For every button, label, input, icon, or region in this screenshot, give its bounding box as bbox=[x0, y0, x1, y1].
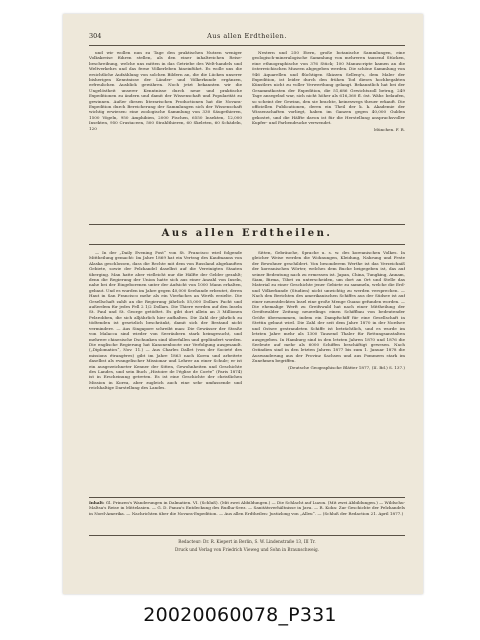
lower-right-column bbox=[252, 250, 405, 494]
citation: (Deutsche Geographische Blätter 1877, (II. Bd.) S. 137.) bbox=[288, 364, 405, 370]
upper-left-column bbox=[89, 50, 242, 222]
contents-listing bbox=[89, 500, 405, 516]
section-rule-top bbox=[89, 224, 405, 225]
lower-right-paragraph: Sitten, Gebräuche, Sprache u. s. w. des koreanischen Volkes. In gleicher Weise werden die Wohnungen, Kleidung, Nahrung und Feste der Bewohner geschildert. Von besonderem Werthe ist das Verzeichniß der koreanischen Wörter, welches dem Buche beigegeben ist, das auf seiner Bedeutung nach zu ermessen ist. Japan, China, Tungking, Annam, Siam, Birma, Tibet zu unterscheiden, um dort an Ort und Stelle das Material zu einer Geschichte jener Gebiete zu sammeln, welche die Erd- und Völkerkunde (Studien) nicht unwichtig zu werden versprechen. — Nach den Berichten des amerikanischen Schiffes aus der Südsee ist auf einer neuentdeckten Insel eine große Menge Guano gefunden worden. — Die ehemalige Werft zu Greifswald hat nach einer Mittheilung der Greifswalder Zeitung neuerdings einen Schiffbau von bedeutender Größe übernommen, indem ein Dampfschiff für eine Gesellschaft in Stettin gebaut wird. Die Zahl der seit dem Jahre 1870 in der Nordsee und Ostsee gestrandeten Schiffe ist beträchtlich, und es wurde im letzten Jahre mehr als 1300 Tausend Thaler für Rettungsanstalten ausgegeben. In Hamburg sind in den letzten Jahren 1870 und 1876 die Seeleute auf mehr als 6000 Schiffen beschäftigt gewesen. Nach Ostindien sind in den letzten Jahren 1877 bis zum 1. Januar 1878 die Auswanderung aus der Provinz Sachsen und aus Pommern stark im Zunehmen begriffen. bbox=[252, 250, 405, 364]
signoff: München. F. R. bbox=[373, 126, 405, 132]
page-header bbox=[89, 32, 405, 44]
contents-label: Inhalt: bbox=[89, 500, 105, 505]
lower-left-column bbox=[89, 250, 242, 494]
upper-right-paragraph: Nestern und 250 Eiern, große botanische Sammlungen, eine geologisch-mineralogische Sammlung von mehreren tausend Stücken, eine ethnographische von 376 Stück; 100 Manuscripte kamen an die österreichischen Museen abgegeben werden. Die schöne Sammlung von 946 Aquarellen und flüchtigen Skizzen Selleny's, dem Maler der Expedition, ist leider durch den frühen Tod dieses hochbegabten Künstlers nicht zu voller Verwerthung gelangt. Bekanntlich hat bei der Gesammtkosten der Expedition, die 51,686 Gewichtszoll betrug, 249 Tage ansegelnd war, sich nicht höher als 616,360 fl. öst. Währ. belaufen, so scheint der Gewinn, den sie brachte, keineswegs theuer erkauft. Die officiellen Publicationen, deren ein Theil der k. k. Akademie der Wissenschaften vorliegt, haben im Ganzen gegen 40,000 Gulden gekostet, und die Hälfte davon ist für die Herstellung anspruchsvoller Kupfer- und Farbendrucke verwendet. bbox=[252, 50, 405, 126]
page-number: 304 bbox=[89, 32, 102, 40]
imprint-rule bbox=[89, 535, 405, 536]
header-rule bbox=[89, 45, 405, 46]
lower-left-paragraph: — In der „Daily Evening Post“ von St. Francisco wird folgende Mittheilung gemacht: Im Jahre 1869 hat ein Vertrag des Kaufmanns von Alaska geschlossen, dass die Rechte mit dem von Russland abgekauften Gebiete, sowie der Pelzhandel daselbst auf die Vereinigten Staaten überging. Man hatte aber vielleicht nur die Hälfte der Gelder gezahlt; denn die Regierung der Union hatte sich aus einer Anzahl von Inseln, nahe bei der Eingeborenen unter der Aufsicht von 1000 Mann erhalten, gebaut. Und es wurden im Jahre gegen 40,000 Seehunde erbeutet, deren Haut in San Francisco mehr als ein Vierfaches an Werth erzielte. Die Gesellschaft zahlt an die Regierung jährlich 55,000 Dollars Pacht und außerdem für jedes Fell 2 1/2 Dollars. Die Thiere werden auf den Inseln St. Paul und St. George getödtet. Es gibt dort allein an 3 Millionen Pelzrobben, die sich alljährlich hier aufhalten. Die Zahl der jährlich zu tödtenden ist gesetzlich beschränkt, damit sich der Bestand nicht vermindere. — Aus Singapore schreibt man: Die Gewässer der Straße von Malacca sind wieder von Seeräubern stark heimgesucht, und mehrere chinesische Dschunken sind überfallen und geplündert worden. Die englische Regierung hat Kanonenboote zur Verfolgung ausgesandt. („Diplomatics“, Nov. 11.) — Aus Charles Dallet (von der Societé des missions étrangères) gibt im Jahre 1863 nach Korea und arbeitete daselbst als evangelischer Missionar und Lehrer an einer Schule; er ist ein ausgezeichneter Kenner der Sitten, Gewohnheiten und Geschichte des Landes, und sein Buch „Histoire de l'église de Corée“ (Paris 1874) ist in Erscheinung getreten. Es ist eine Geschichte der christlichen Mission in Korea, aber zugleich auch eine sehr umfassende und reichhaltige Darstellung des Landes. bbox=[89, 250, 242, 391]
upper-left-paragraph: und wir wollen nun zu Tage den praktischen Nutzen weniger Volkskreise führen stellen, als den einer inhaltreichen Reise-beschreibung, welche uns mitten in das Getriebe des Welt-handels und Weltverkehrs und das ferne Völkerleben hineinführt. Es wolle uns die ersichtliche Aufzählung von solchen Bildern an, die die Lücken unserer bisherigen Kenntnisse der Länder- und Völkerkunde ergänzen, erfreulichen Ausblick gewähren. Noch jetzt bekannten wir die Ungelöstheit unserer Kenntnisse durch neue und praktische Expeditionen zu ändern und damit der Wissenschaft und Popularität zu gewinnen. Außer diesen literarischen Productionen hat die Novara-Expedition durch Bereicherung der Sammlungen sich der Wissenschaft wichtig erwiesen: eine zoologische Sammlung von 330 Säugethieren, 1500 Vögeln, 950 Amphibien, 2000 Fischen, 6550 Insekten, 12,000 Insekten, 950 Crustaceen, 500 Strahlthieren, 60 Skeleten, 60 Schädeln, 120 bbox=[89, 50, 242, 131]
section-rule-bottom bbox=[89, 244, 405, 245]
running-title: Aus allen Erdtheilen. bbox=[207, 32, 287, 40]
scan-caption: 20020060078_P331 bbox=[143, 604, 337, 626]
upper-right-column bbox=[252, 50, 405, 222]
imprint-printer: Druck und Verlag von Friedrich Vieweg und Sohn in Braunschweig. bbox=[175, 547, 319, 552]
section-title: Aus allen Erdtheilen. bbox=[161, 228, 333, 239]
contents-text: Gl. Prinzen's Wanderungen in Dalmatien. VI. (Schluß). (Mit zwei Abbildungen.) — Die Schlacht auf Luzon. (Mit zwei Abbildungen.) — Wildschu-Maltsa's Reise in Mittelasien. — G. D. Panza's Entdeckung des Rudha-Seez. — Sanitätsverhältnisse in Java. — R. Kohn: Zur Geschichte der Pelzhandels in Nord-Amerika. — Nachrichten über die Novara-Expedition. — Aus allen Erdtheilen: Justizlong von „Alleu“. — (Schluß der Redaction 21. April 1877.) bbox=[89, 500, 405, 516]
toc-rule bbox=[89, 497, 405, 498]
imprint-editor: Redacteur: Dr. R. Kiepert in Berlin, S. W. Lindenstraße 13, III Tr. bbox=[178, 539, 316, 544]
scanned-page bbox=[63, 14, 423, 594]
